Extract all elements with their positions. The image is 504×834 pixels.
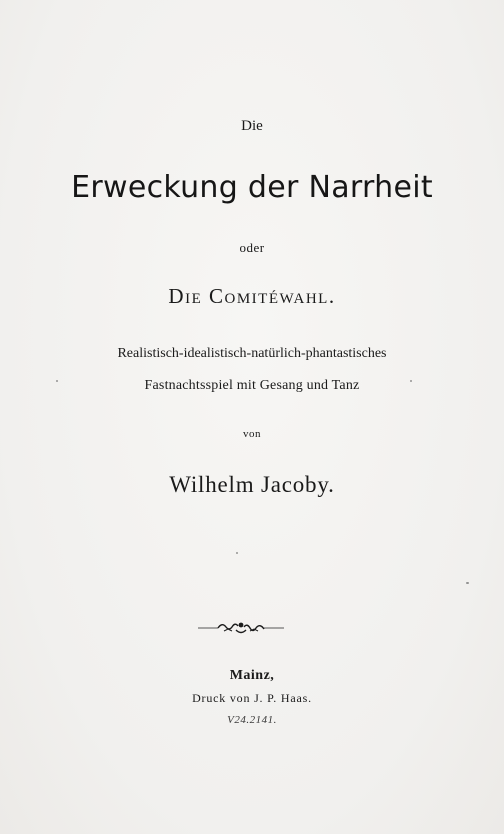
shelfmark: V24.2141.: [227, 714, 277, 726]
main-title: Erweckung der Narrheit: [71, 170, 433, 205]
printer-ornament-icon: [196, 618, 286, 636]
imprint-printer: Druck von J. P. Haas.: [192, 691, 312, 705]
by-label: von: [243, 428, 261, 440]
description-line-2: Fastnachtsspiel mit Gesang und Tanz: [144, 378, 360, 393]
title-article: Die: [241, 118, 263, 134]
paper-speck: [56, 380, 58, 382]
author-name: Wilhelm Jacoby.: [169, 472, 335, 497]
title-connector: oder: [239, 240, 265, 255]
paper-speck: [236, 552, 238, 554]
subtitle: Die Comitéwahl.: [168, 284, 336, 308]
imprint-city: Mainz,: [229, 668, 275, 683]
paper-speck: [466, 582, 469, 584]
paper-speck: [410, 380, 412, 382]
description-line-1: Realistisch-idealistisch-natürlich-phantastisches: [117, 346, 387, 361]
